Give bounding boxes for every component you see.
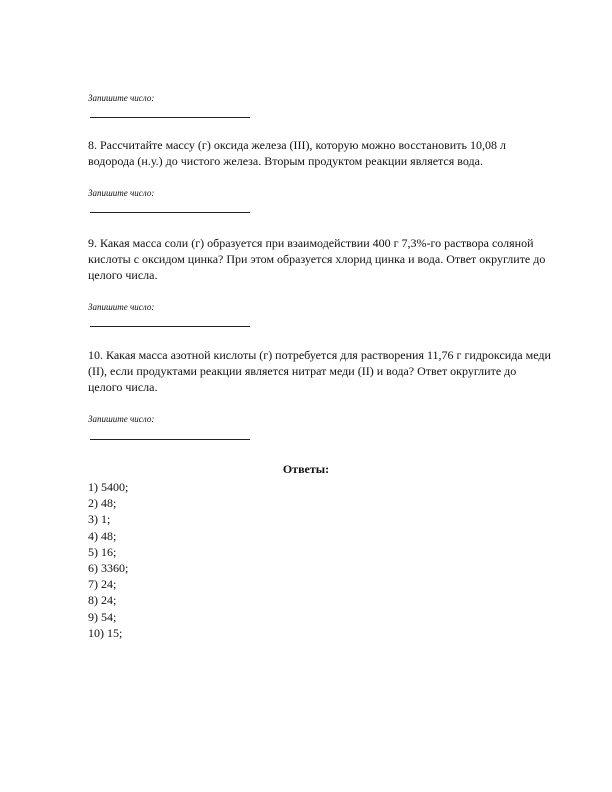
answers-title: Ответы: [282,462,330,476]
answer-item: 5) 16; [88,544,117,559]
answer-blank-line[interactable] [90,326,250,327]
answer-item: 1) 5400; [88,480,129,494]
answer-blank-line[interactable] [90,212,250,213]
answer-hint-label: Запишите число: [88,188,155,198]
answer-item: 4) 48; [88,528,117,543]
question-10: 10. Какая масса азотной кислоты (г) потребуется для растворения 11,76 г гидроксида меди (II), если продуктами реакции является нитрат меди (II) и вода? Ответ округлите до целого числа. [88,348,551,394]
answer-item: 8) 24; [88,593,117,608]
answer-hint-label: Запишите число: [88,302,155,312]
answer-blank-line[interactable] [90,439,250,440]
answer-blank-line[interactable] [90,117,250,118]
answer-hint-label: Запишите число: [88,93,155,103]
answer-hint-label: Запишите число: [88,414,155,424]
answer-item: 9) 54; [88,609,117,624]
question-9: 9. Какая масса соли (г) образуется при взаимодействии 400 г 7,3%-го раствора соляной кислоты с оксидом цинка? При этом образуется хлорид цинка и вода. Ответ округлите до целого числа. [88,236,546,282]
answers-list [88,479,128,641]
answer-item: 6) 3360; [88,561,129,576]
answer-item: 7) 24; [88,577,117,592]
answer-item: 10) 15; [88,625,123,640]
answer-item: 2) 48; [88,496,117,511]
question-8: 8. Рассчитайте массу (г) оксида железа (III), которую можно восстановить 10,08 л водорода (н.у.) до чистого железа. Вторым продуктом реакции является вода. [88,138,506,168]
answer-item: 3) 1; [88,512,111,527]
